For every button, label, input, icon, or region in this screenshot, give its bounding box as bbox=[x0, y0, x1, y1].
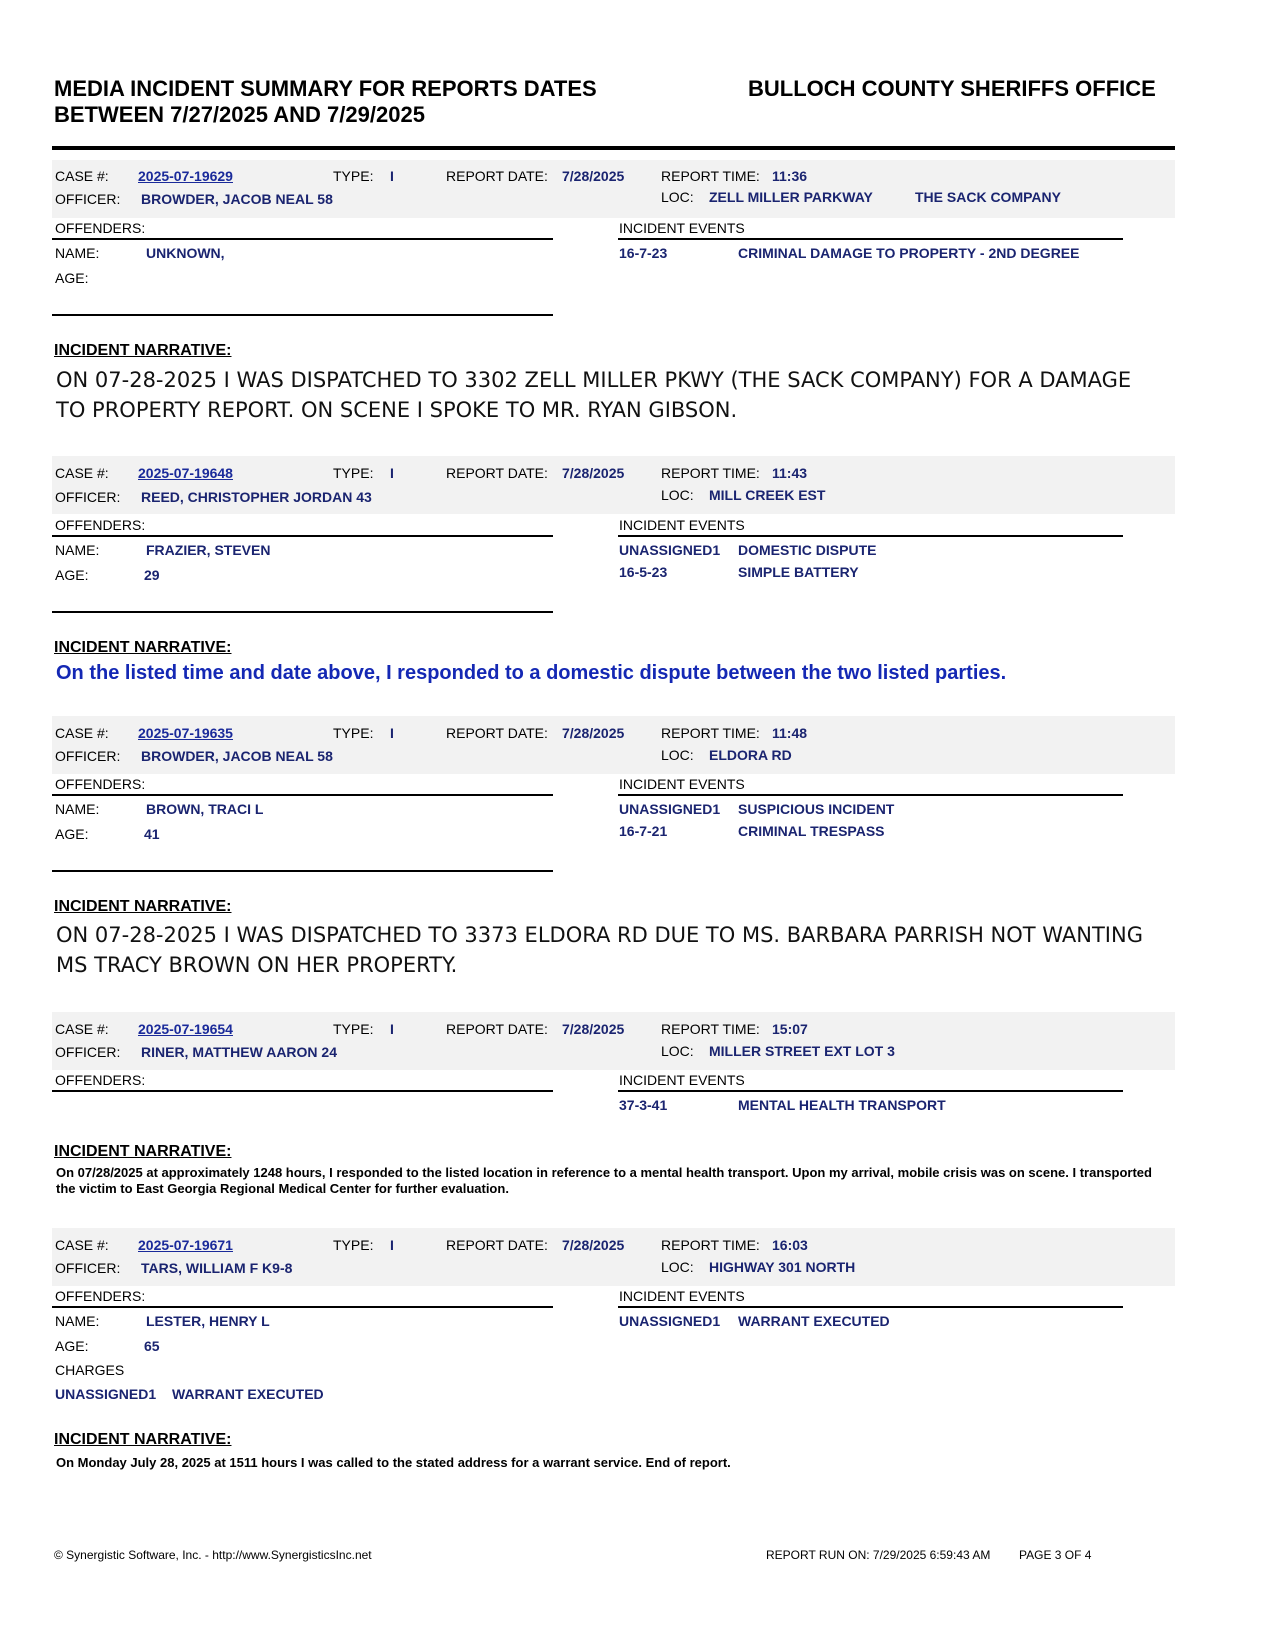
loc-value: HIGHWAY 301 NORTH bbox=[709, 1259, 856, 1275]
age-label: AGE: bbox=[55, 1338, 89, 1354]
report-date-label: REPORT DATE: bbox=[446, 465, 548, 481]
report-time-label: REPORT TIME: bbox=[661, 1237, 760, 1253]
incident-events-label: INCIDENT EVENTS bbox=[619, 220, 745, 236]
type-value: I bbox=[390, 1021, 394, 1037]
age-label: AGE: bbox=[55, 270, 89, 286]
narrative-text: ON 07-28-2025 I WAS DISPATCHED TO 3302 ZELL MILLER PKWY (THE SACK COMPANY) FOR A DAMAGE TO PROPERTY REPORT. ON SCENE I SPOKE TO MR. RYAN GIBSON. bbox=[56, 368, 1132, 422]
event-description: CRIMINAL DAMAGE TO PROPERTY - 2ND DEGREE bbox=[738, 245, 1080, 261]
report-date-value: 7/28/2025 bbox=[562, 1237, 625, 1253]
footer-copyright: © Synergistic Software, Inc. - http://www.SynergisticsInc.net bbox=[54, 1548, 372, 1562]
officer-value: BROWDER, JACOB NEAL 58 bbox=[141, 191, 333, 207]
event-code: 16-5-23 bbox=[619, 564, 668, 580]
report-date-value: 7/28/2025 bbox=[562, 1021, 625, 1037]
narrative-text: ON 07-28-2025 I WAS DISPATCHED TO 3373 ELDORA RD DUE TO MS. BARBARA PARRISH NOT WANTING MS TRACY BROWN ON HER PROPERTY. bbox=[56, 923, 1143, 977]
event-description: WARRANT EXECUTED bbox=[738, 1313, 890, 1329]
report-date-value: 7/28/2025 bbox=[562, 725, 625, 741]
footer-page-number: PAGE 3 OF 4 bbox=[1019, 1548, 1092, 1562]
case-number-link[interactable]: 2025-07-19629 bbox=[138, 168, 233, 184]
report-title bbox=[54, 76, 694, 128]
report-time-value: 11:48 bbox=[772, 725, 808, 741]
case-number-link[interactable]: 2025-07-19648 bbox=[138, 465, 233, 481]
narrative-text: On 07/28/2025 at approximately 1248 hours, I responded to the listed location in reference to a mental health transport. Upon my arrival, mobile crisis was on scene. I transported the victim to East Georgia Regional Medical Center for further evaluation. bbox=[56, 1165, 1152, 1196]
officer-value: TARS, WILLIAM F K9-8 bbox=[141, 1260, 293, 1276]
offender-name: LESTER, HENRY L bbox=[146, 1313, 270, 1329]
footer-run-on: REPORT RUN ON: 7/29/2025 6:59:43 AM bbox=[766, 1548, 991, 1562]
report-date-label: REPORT DATE: bbox=[446, 725, 548, 741]
type-label: TYPE: bbox=[333, 168, 374, 184]
narrative-text: On the listed time and date above, I responded to a domestic dispute between the two listed parties. bbox=[56, 662, 1007, 684]
event-description: SUSPICIOUS INCIDENT bbox=[738, 801, 895, 817]
officer-value: REED, CHRISTOPHER JORDAN 43 bbox=[141, 489, 372, 505]
offenders-label: OFFENDERS: bbox=[55, 776, 146, 792]
officer-label: OFFICER: bbox=[55, 1044, 121, 1060]
events-rule bbox=[618, 238, 1123, 240]
type-label: TYPE: bbox=[333, 1021, 374, 1037]
offenders-rule bbox=[52, 1090, 553, 1092]
offender-age: 29 bbox=[144, 567, 160, 583]
case-number-link[interactable]: 2025-07-19635 bbox=[138, 725, 233, 741]
report-time-label: REPORT TIME: bbox=[661, 1021, 760, 1037]
officer-label: OFFICER: bbox=[55, 489, 121, 505]
type-value: I bbox=[390, 1237, 394, 1253]
narrative-heading: INCIDENT NARRATIVE: bbox=[54, 1143, 232, 1160]
name-label: NAME: bbox=[55, 542, 100, 558]
report-date-label: REPORT DATE: bbox=[446, 1237, 548, 1253]
report-time-label: REPORT TIME: bbox=[661, 465, 760, 481]
report-time-value: 11:43 bbox=[772, 465, 808, 481]
age-label: AGE: bbox=[55, 567, 89, 583]
narrative-heading: INCIDENT NARRATIVE: bbox=[54, 898, 232, 915]
report-title-line1: MEDIA INCIDENT SUMMARY FOR REPORTS DATES bbox=[54, 76, 597, 101]
report-title-line2: BETWEEN 7/27/2025 AND 7/29/2025 bbox=[54, 102, 425, 127]
offenders-rule bbox=[52, 238, 553, 240]
name-label: NAME: bbox=[55, 245, 100, 261]
event-code: 37-3-41 bbox=[619, 1097, 668, 1113]
offenders-label: OFFENDERS: bbox=[55, 517, 146, 533]
type-value: I bbox=[390, 465, 394, 481]
case-label: CASE #: bbox=[55, 168, 109, 184]
report-time-label: REPORT TIME: bbox=[661, 168, 760, 184]
case-number-link[interactable]: 2025-07-19654 bbox=[138, 1021, 233, 1037]
loc-secondary-value: THE SACK COMPANY bbox=[915, 189, 1061, 205]
type-label: TYPE: bbox=[333, 1237, 374, 1253]
officer-label: OFFICER: bbox=[55, 1260, 121, 1276]
incident-events-label: INCIDENT EVENTS bbox=[619, 1288, 745, 1304]
report-date-label: REPORT DATE: bbox=[446, 168, 548, 184]
name-label: NAME: bbox=[55, 1313, 100, 1329]
event-code: UNASSIGNED1 bbox=[619, 801, 721, 817]
events-rule bbox=[618, 1306, 1123, 1308]
offenders-label: OFFENDERS: bbox=[55, 220, 146, 236]
report-time-value: 11:36 bbox=[772, 168, 808, 184]
report-date-label: REPORT DATE: bbox=[446, 1021, 548, 1037]
incident-events-label: INCIDENT EVENTS bbox=[619, 517, 745, 533]
charge-code: UNASSIGNED1 bbox=[55, 1386, 157, 1402]
loc-value: MILLER STREET EXT LOT 3 bbox=[709, 1043, 895, 1059]
event-code: 16-7-21 bbox=[619, 823, 668, 839]
loc-label: LOC: bbox=[661, 1259, 694, 1275]
event-code: UNASSIGNED1 bbox=[619, 1313, 721, 1329]
offender-age: 41 bbox=[144, 826, 160, 842]
case-label: CASE #: bbox=[55, 465, 109, 481]
event-description: SIMPLE BATTERY bbox=[738, 564, 859, 580]
offenders-bottom-rule bbox=[52, 870, 553, 872]
charges-label: CHARGES bbox=[55, 1362, 125, 1378]
offenders-rule bbox=[52, 535, 553, 537]
offenders-label: OFFENDERS: bbox=[55, 1288, 146, 1304]
loc-label: LOC: bbox=[661, 747, 694, 763]
events-rule bbox=[618, 535, 1123, 537]
event-description: DOMESTIC DISPUTE bbox=[738, 542, 877, 558]
offenders-rule bbox=[52, 794, 553, 796]
events-rule bbox=[618, 794, 1123, 796]
offenders-bottom-rule bbox=[52, 314, 553, 316]
offender-name: BROWN, TRACI L bbox=[146, 801, 264, 817]
offender-age: 65 bbox=[144, 1338, 160, 1354]
case-label: CASE #: bbox=[55, 1237, 109, 1253]
loc-value: MILL CREEK EST bbox=[709, 487, 826, 503]
charge-description: WARRANT EXECUTED bbox=[172, 1386, 324, 1402]
offenders-bottom-rule bbox=[52, 611, 553, 613]
loc-value: ZELL MILLER PARKWAY bbox=[709, 189, 873, 205]
offenders-label: OFFENDERS: bbox=[55, 1072, 146, 1088]
report-date-value: 7/28/2025 bbox=[562, 465, 625, 481]
offenders-rule bbox=[52, 1306, 553, 1308]
case-label: CASE #: bbox=[55, 725, 109, 741]
type-value: I bbox=[390, 725, 394, 741]
events-rule bbox=[618, 1090, 1123, 1092]
narrative-text: On Monday July 28, 2025 at 1511 hours I was called to the stated address for a warrant service. End of report. bbox=[56, 1455, 731, 1470]
loc-label: LOC: bbox=[661, 487, 694, 503]
name-label: NAME: bbox=[55, 801, 100, 817]
case-label: CASE #: bbox=[55, 1021, 109, 1037]
age-label: AGE: bbox=[55, 826, 89, 842]
type-label: TYPE: bbox=[333, 465, 374, 481]
event-code: UNASSIGNED1 bbox=[619, 542, 721, 558]
loc-label: LOC: bbox=[661, 1043, 694, 1059]
loc-value: ELDORA RD bbox=[709, 747, 792, 763]
narrative-heading: INCIDENT NARRATIVE: bbox=[54, 342, 232, 359]
event-description: MENTAL HEALTH TRANSPORT bbox=[738, 1097, 946, 1113]
case-number-link[interactable]: 2025-07-19671 bbox=[138, 1237, 233, 1253]
report-time-value: 16:03 bbox=[772, 1237, 808, 1253]
type-label: TYPE: bbox=[333, 725, 374, 741]
incident-events-label: INCIDENT EVENTS bbox=[619, 1072, 745, 1088]
officer-label: OFFICER: bbox=[55, 748, 121, 764]
report-time-label: REPORT TIME: bbox=[661, 725, 760, 741]
event-code: 16-7-23 bbox=[619, 245, 668, 261]
offender-name: UNKNOWN, bbox=[146, 245, 225, 261]
agency-name: BULLOCH COUNTY SHERIFFS OFFICE bbox=[748, 76, 1156, 101]
narrative-heading: INCIDENT NARRATIVE: bbox=[54, 639, 232, 656]
loc-label: LOC: bbox=[661, 189, 694, 205]
header-divider bbox=[52, 146, 1175, 150]
event-description: CRIMINAL TRESPASS bbox=[738, 823, 885, 839]
narrative-heading: INCIDENT NARRATIVE: bbox=[54, 1431, 232, 1448]
offender-name: FRAZIER, STEVEN bbox=[146, 542, 271, 558]
incident-events-label: INCIDENT EVENTS bbox=[619, 776, 745, 792]
officer-value: RINER, MATTHEW AARON 24 bbox=[141, 1044, 337, 1060]
officer-value: BROWDER, JACOB NEAL 58 bbox=[141, 748, 333, 764]
report-date-value: 7/28/2025 bbox=[562, 168, 625, 184]
report-time-value: 15:07 bbox=[772, 1021, 808, 1037]
type-value: I bbox=[390, 168, 394, 184]
officer-label: OFFICER: bbox=[55, 191, 121, 207]
